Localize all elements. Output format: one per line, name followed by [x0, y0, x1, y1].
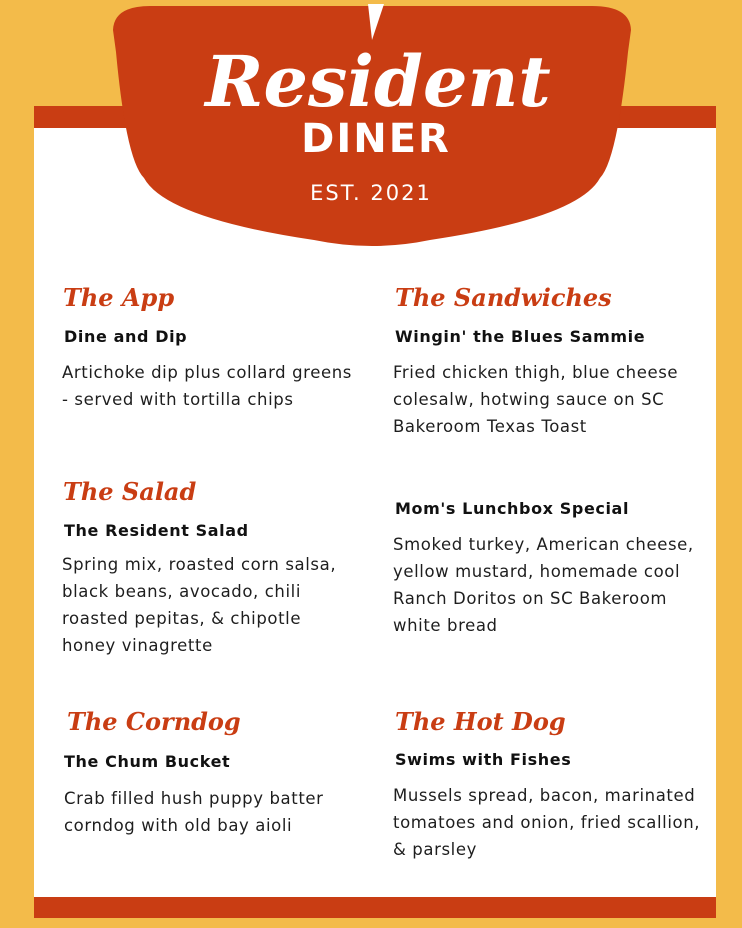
- item-desc-dine-and-dip: Artichoke dip plus collard greens - served with tortilla chips: [62, 363, 352, 409]
- item-name-swims-with-fishes: Swims with Fishes: [395, 750, 572, 769]
- item-name-dine-and-dip: Dine and Dip: [64, 327, 188, 346]
- section-title-corndog: The Corndog: [67, 707, 241, 736]
- item-desc-chum-bucket: Crab filled hush puppy batter corndog with old bay aioli: [64, 789, 324, 835]
- section-title-hot-dog: The Hot Dog: [395, 707, 566, 736]
- item-name-chum-bucket: The Chum Bucket: [64, 752, 231, 771]
- bottom-band: [34, 897, 716, 918]
- item-name-wingin-sammie: Wingin' the Blues Sammie: [395, 327, 646, 346]
- item-name-lunchbox-special: Mom's Lunchbox Special: [395, 499, 630, 518]
- logo: [0, 0, 742, 260]
- section-title-app: The App: [63, 283, 175, 312]
- item-desc-lunchbox-special: Smoked turkey, American cheese, yellow mustard, homemade cool Ranch Doritos on SC Bakeroom white bread: [393, 535, 694, 635]
- item-desc-swims-with-fishes: Mussels spread, bacon, marinated tomatoes and onion, fried scallion, & parsley: [393, 786, 701, 859]
- item-desc-resident-salad: Spring mix, roasted corn salsa, black beans, avocado, chili roasted pepitas, & chipotle honey vinagrette: [62, 555, 337, 655]
- section-title-salad: The Salad: [63, 477, 197, 506]
- item-name-resident-salad: The Resident Salad: [64, 521, 249, 540]
- item-desc-wingin-sammie: Fried chicken thigh, blue cheese colesalw, hotwing sauce on SC Bakeroom Texas Toast: [393, 363, 679, 436]
- logo-script: Resident: [205, 40, 551, 123]
- section-title-sandwiches: The Sandwiches: [395, 283, 612, 312]
- established-label: EST. 2021: [310, 181, 432, 205]
- logo-block: DINER: [301, 116, 451, 162]
